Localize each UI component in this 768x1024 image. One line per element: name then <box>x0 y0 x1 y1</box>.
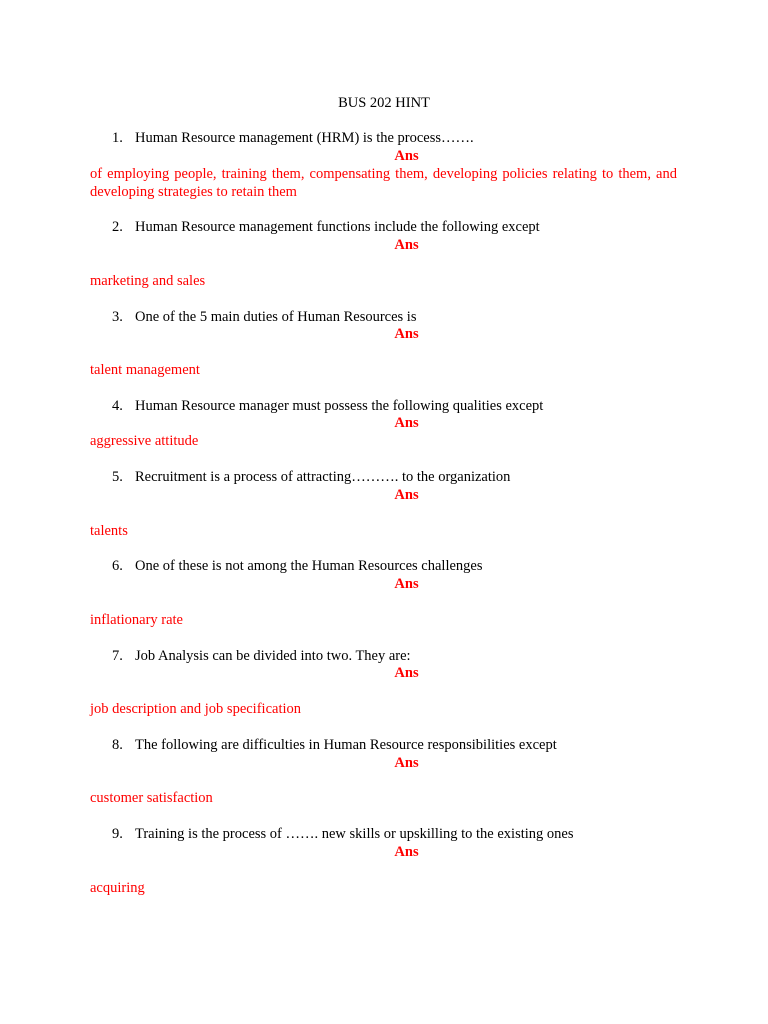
ans-label: Ans <box>394 415 419 431</box>
question-7 <box>112 647 692 665</box>
question-number: 6. <box>112 558 123 574</box>
ans-label: Ans <box>394 665 419 681</box>
answer-2: marketing and sales <box>90 273 206 289</box>
question-6 <box>112 557 692 575</box>
answer-9: acquiring <box>90 880 145 896</box>
question-text: Human Resource management (HRM) is the process……. <box>135 130 474 146</box>
question-number: 3. <box>112 309 123 325</box>
question-number: 9. <box>112 826 123 842</box>
question-text: Training is the process of ……. new skills or upskilling to the existing ones <box>135 826 574 842</box>
answer-3: talent management <box>90 362 200 378</box>
answer-4: aggressive attitude <box>90 433 199 449</box>
question-number: 5. <box>112 469 123 485</box>
ans-label: Ans <box>394 576 419 592</box>
question-number: 4. <box>112 398 123 414</box>
document-title: BUS 202 HINT <box>338 95 430 111</box>
question-text: Recruitment is a process of attracting………. to the organization <box>135 469 511 485</box>
question-number: 1. <box>112 130 123 146</box>
ans-label: Ans <box>394 237 419 253</box>
question-text: One of the 5 main duties of Human Resources is <box>135 309 417 325</box>
question-text: One of these is not among the Human Resources challenges <box>135 558 483 574</box>
answer-7: job description and job specification <box>90 701 302 717</box>
question-4 <box>112 397 692 415</box>
question-number: 8. <box>112 737 123 753</box>
ans-label: Ans <box>394 148 419 164</box>
question-5 <box>112 468 692 486</box>
ans-label: Ans <box>394 326 419 342</box>
answer-6: inflationary rate <box>90 612 183 628</box>
question-3 <box>112 308 692 326</box>
question-text: Job Analysis can be divided into two. They are: <box>135 648 411 664</box>
question-number: 2. <box>112 219 123 235</box>
answer-5: talents <box>90 523 128 539</box>
question-text: The following are difficulties in Human Resource responsibilities except <box>135 737 557 753</box>
question-1 <box>112 129 692 147</box>
ans-label: Ans <box>394 844 419 860</box>
question-text: Human Resource manager must possess the following qualities except <box>135 398 544 414</box>
question-text: Human Resource management functions include the following except <box>135 219 540 235</box>
question-9 <box>112 825 692 843</box>
question-2 <box>112 218 692 236</box>
ans-label: Ans <box>394 755 419 771</box>
answer-1: of employing people, training them, compensating them, developing policies relating to them, and developing strategies to retain them <box>90 166 677 200</box>
ans-label: Ans <box>394 487 419 503</box>
answer-8: customer satisfaction <box>90 790 213 806</box>
question-8 <box>112 736 692 754</box>
question-number: 7. <box>112 648 123 664</box>
